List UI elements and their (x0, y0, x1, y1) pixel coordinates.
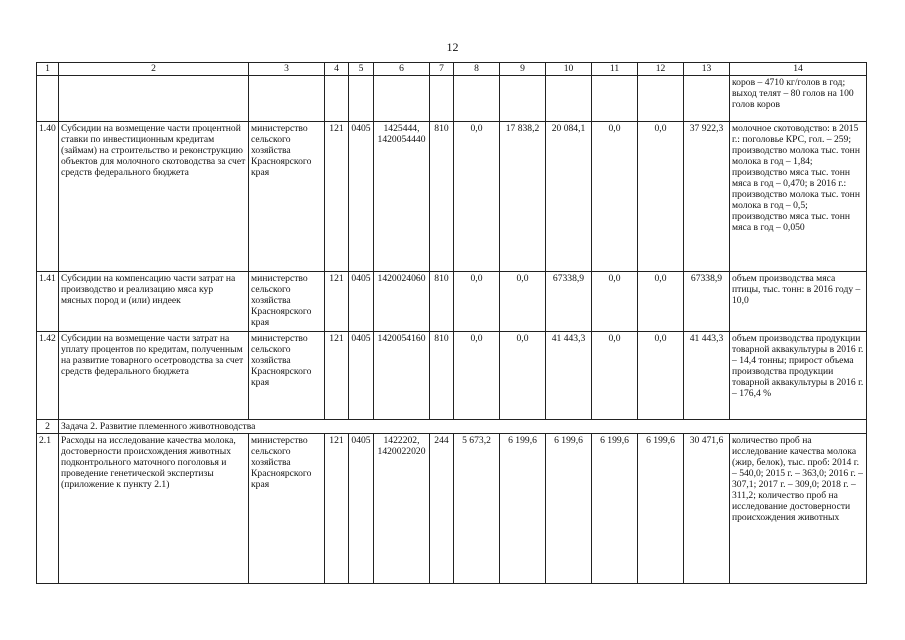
cell-c4: 121 (325, 122, 349, 272)
row-number: 1.40 (37, 122, 59, 272)
cell-c6: 1420054160 (374, 332, 430, 420)
task-row (37, 420, 867, 434)
row-number: 1.41 (37, 272, 59, 332)
cell-c10: 67338,9 (546, 272, 592, 332)
carry-over-row (37, 76, 867, 122)
program-table (36, 62, 867, 584)
column-header: 3 (249, 63, 325, 76)
cell-c10: 6 199,6 (546, 434, 592, 584)
cell-c8: 0,0 (454, 272, 500, 332)
agency-name: министерство сельского хозяйства Красноярского края (249, 332, 325, 420)
cell-c6: 1425444, 1420054440 (374, 122, 430, 272)
cell-c6: 1420024060 (374, 272, 430, 332)
column-header: 14 (730, 63, 867, 76)
column-header: 8 (454, 63, 500, 76)
cell-c7: 810 (430, 272, 454, 332)
measure-name: Субсидии на возмещение части затрат на уплату процентов по кредитам, полученным на развитие товарного осетроводства за счет средств федерального бюджета (59, 332, 249, 420)
cell-c11: 0,0 (592, 332, 638, 420)
cell-c13: 67338,9 (684, 272, 730, 332)
column-header: 13 (684, 63, 730, 76)
cell-c4: 121 (325, 332, 349, 420)
task-title: Задача 2. Развитие племенного животноводства (59, 420, 867, 434)
column-header: 10 (546, 63, 592, 76)
cell-c4: 121 (325, 272, 349, 332)
agency-name: министерство сельского хозяйства Красноярского края (249, 122, 325, 272)
cell-c5: 0405 (349, 122, 374, 272)
cell-c11: 0,0 (592, 272, 638, 332)
column-number-row (37, 63, 867, 76)
column-header: 2 (59, 63, 249, 76)
table-row (37, 332, 867, 420)
result-cell: молочное скотоводство: в 2015 г.: поголовье КРС, гол. – 259; производство молока тыс. тонн молока в год – 1,84; производство мяса тыс. тонн мяса в год – 0,470; в 2016 г.: производство молока тыс. тонн молока в год – 0,5; производство мяса тыс. тонн мяса в год – 0,050 (730, 122, 867, 272)
column-header: 4 (325, 63, 349, 76)
cell-c13: 41 443,3 (684, 332, 730, 420)
task-number: 2 (37, 420, 59, 434)
column-header: 9 (500, 63, 546, 76)
cell-c4: 121 (325, 434, 349, 584)
measure-name: Расходы на исследование качества молока, достоверности происхождения животных подконтрольного маточного поголовья и проведение генетической экспертизы (приложение к пункту 2.1) (59, 434, 249, 584)
result-cell: коров – 4710 кг/голов в год; выход телят – 80 голов на 100 голов коров (730, 76, 867, 122)
cell-c9: 0,0 (500, 272, 546, 332)
agency-name: министерство сельского хозяйства Красноярского края (249, 434, 325, 584)
result-cell: объем производства продукции товарной аквакультуры в 2016 г. – 14,4 тонны; прирост объема производства продукции товарной аквакультуры в 2016 г. – 176,4 % (730, 332, 867, 420)
cell-c8: 0,0 (454, 122, 500, 272)
table-row (37, 272, 867, 332)
cell-c5: 0405 (349, 272, 374, 332)
column-header: 11 (592, 63, 638, 76)
cell-c5: 0405 (349, 332, 374, 420)
cell-c9: 0,0 (500, 332, 546, 420)
row-number: 2.1 (37, 434, 59, 584)
table-row (37, 122, 867, 272)
column-header: 1 (37, 63, 59, 76)
table-row (37, 434, 867, 584)
column-header: 7 (430, 63, 454, 76)
result-cell: количество проб на исследование качества молока (жир, белок), тыс. проб: 2014 г. – 540,0; 2015 г. – 363,0; 2016 г. – 307,1; 2017 г. – 309,0; 2018 г. – 311,2; количество проб на исследование достоверности происхождения животных (730, 434, 867, 584)
cell-c9: 6 199,6 (500, 434, 546, 584)
cell-c13: 37 922,3 (684, 122, 730, 272)
cell-c10: 20 084,1 (546, 122, 592, 272)
cell-c12: 0,0 (638, 122, 684, 272)
cell-c12: 6 199,6 (638, 434, 684, 584)
measure-name: Субсидии на компенсацию части затрат на производство и реализацию мяса кур мясных пород и (или) индеек (59, 272, 249, 332)
cell-c7: 810 (430, 332, 454, 420)
cell-c8: 5 673,2 (454, 434, 500, 584)
row-number: 1.42 (37, 332, 59, 420)
cell-c12: 0,0 (638, 272, 684, 332)
column-header: 12 (638, 63, 684, 76)
result-cell: объем производства мяса птицы, тыс. тонн: в 2016 году – 10,0 (730, 272, 867, 332)
cell-c6: 1422202, 1420022020 (374, 434, 430, 584)
cell-c8: 0,0 (454, 332, 500, 420)
cell-c11: 0,0 (592, 122, 638, 272)
cell-c7: 810 (430, 122, 454, 272)
column-header: 6 (374, 63, 430, 76)
cell-c13: 30 471,6 (684, 434, 730, 584)
measure-name: Субсидии на возмещение части процентной ставки по инвестиционным кредитам (займам) на строительство и реконструкцию объектов для молочного скотоводства за счет средств федерального бюджета (59, 122, 249, 272)
column-header: 5 (349, 63, 374, 76)
cell-c10: 41 443,3 (546, 332, 592, 420)
cell-c9: 17 838,2 (500, 122, 546, 272)
cell-c7: 244 (430, 434, 454, 584)
cell-c11: 6 199,6 (592, 434, 638, 584)
cell-c12: 0,0 (638, 332, 684, 420)
agency-name: министерство сельского хозяйства Красноярского края (249, 272, 325, 332)
cell-c5: 0405 (349, 434, 374, 584)
page-number: 12 (446, 40, 459, 54)
